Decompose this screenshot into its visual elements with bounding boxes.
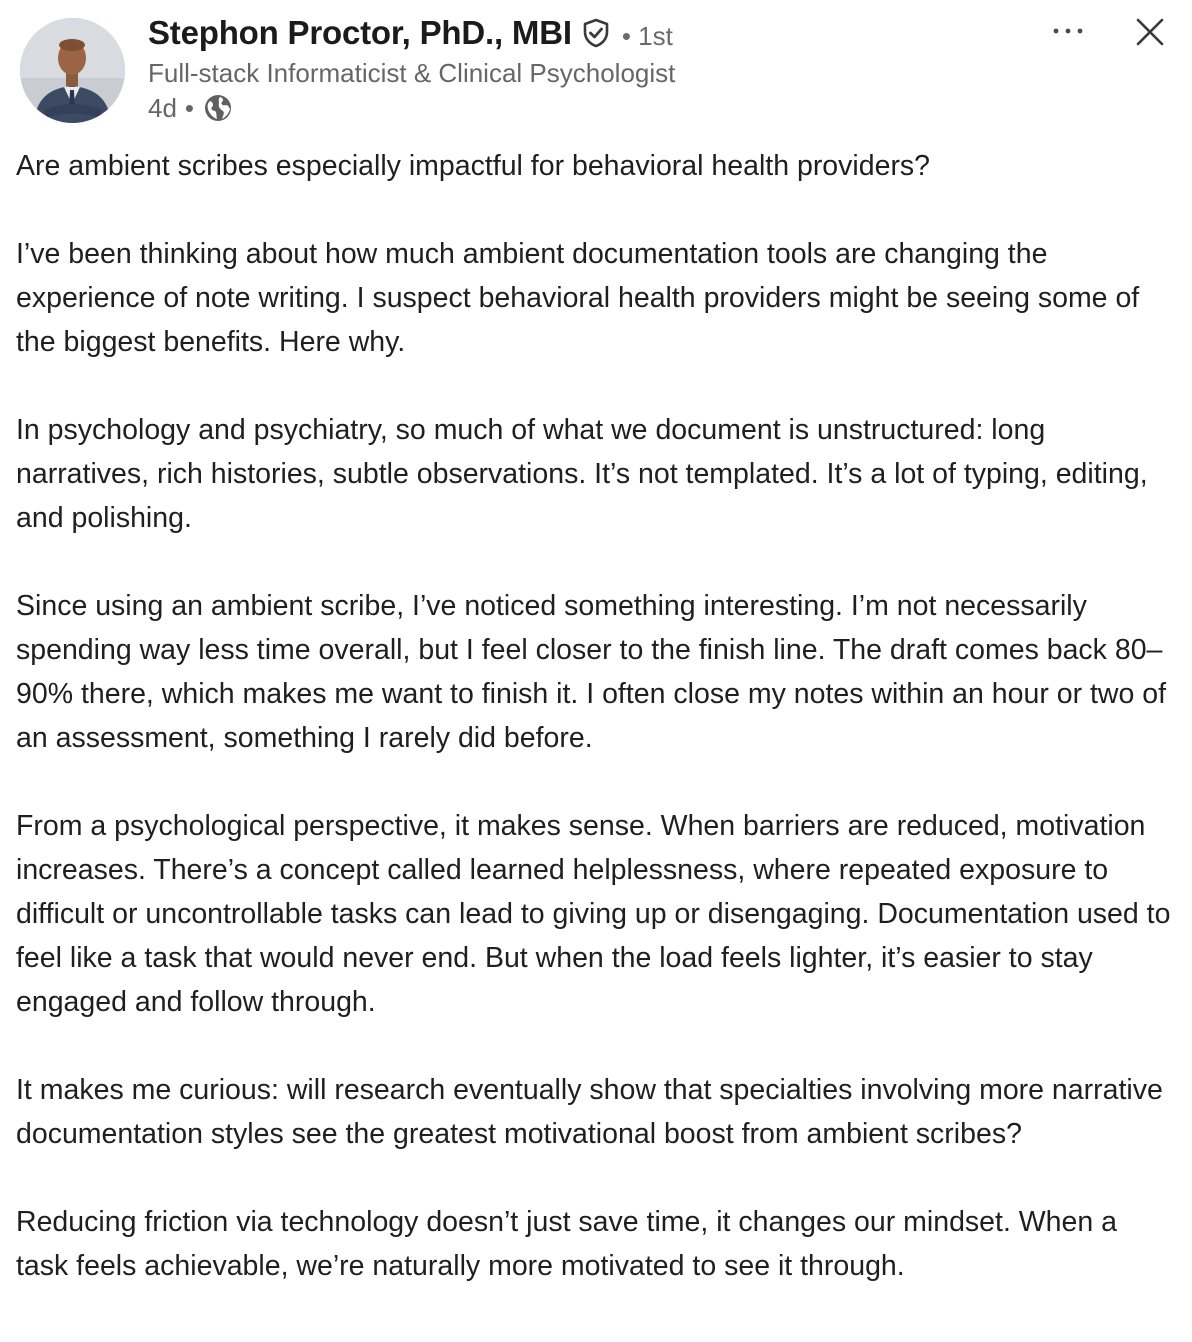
meta-separator: • <box>184 92 195 123</box>
post-body <box>16 144 1176 1288</box>
connection-degree: • 1st <box>621 20 673 51</box>
avatar-photo <box>20 18 125 123</box>
ellipsis-icon <box>1050 26 1086 36</box>
post-paragraph: Since using an ambient scribe, I’ve noticed something interesting. I’m not necessarily spending way less time overall, but I feel closer to the finish line. The draft comes back 80–90% there, which makes me want to finish it. I often close my notes within an hour or two of an assessment, something I rarely did before. <box>16 590 1167 754</box>
author-name[interactable]: Stephon Proctor, PhD., MBI <box>148 14 572 51</box>
author-headline: Full-stack Informaticist & Clinical Psychologist <box>148 58 676 88</box>
verified-shield-icon <box>580 17 612 49</box>
post-paragraph: From a psychological perspective, it makes sense. When barriers are reduced, motivation increases. There’s a concept called learned helplessness, where repeated exposure to difficult or uncontrollable tasks can lead to giving up or disengaging. Documentation used to feel like a task that would never end. But when the load feels lighter, it’s easier to stay engaged and follow through. <box>16 810 1171 1018</box>
close-icon <box>1135 17 1165 47</box>
post-paragraph: In psychology and psychiatry, so much of what we document is unstructured: long narratives, rich histories, subtle observations. It’s not templated. It’s a lot of typing, editing, and polishing. <box>16 414 1148 534</box>
post-paragraph: Reducing friction via technology doesn’t just save time, it changes our mindset. When a task feels achievable, we’re naturally more motivated to see it through. <box>16 1206 1117 1282</box>
post-paragraph: I’ve been thinking about how much ambient documentation tools are changing the experience of note writing. I suspect behavioral health providers might be seeing some of the biggest benefits. Here why. <box>16 238 1140 358</box>
post-paragraph: It makes me curious: will research eventually show that specialties involving more narrative documentation styles see the greatest motivational boost from ambient scribes? <box>16 1074 1163 1150</box>
globe-icon <box>202 92 234 124</box>
post-header <box>0 0 1192 130</box>
author-name-line <box>148 14 673 52</box>
more-options-button[interactable] <box>1046 14 1090 48</box>
author-avatar[interactable] <box>20 18 125 123</box>
post-meta <box>148 92 234 124</box>
post-time: 4d <box>148 92 177 123</box>
close-button[interactable] <box>1128 10 1172 54</box>
post-paragraph: Are ambient scribes especially impactful for behavioral health providers? <box>16 150 931 182</box>
